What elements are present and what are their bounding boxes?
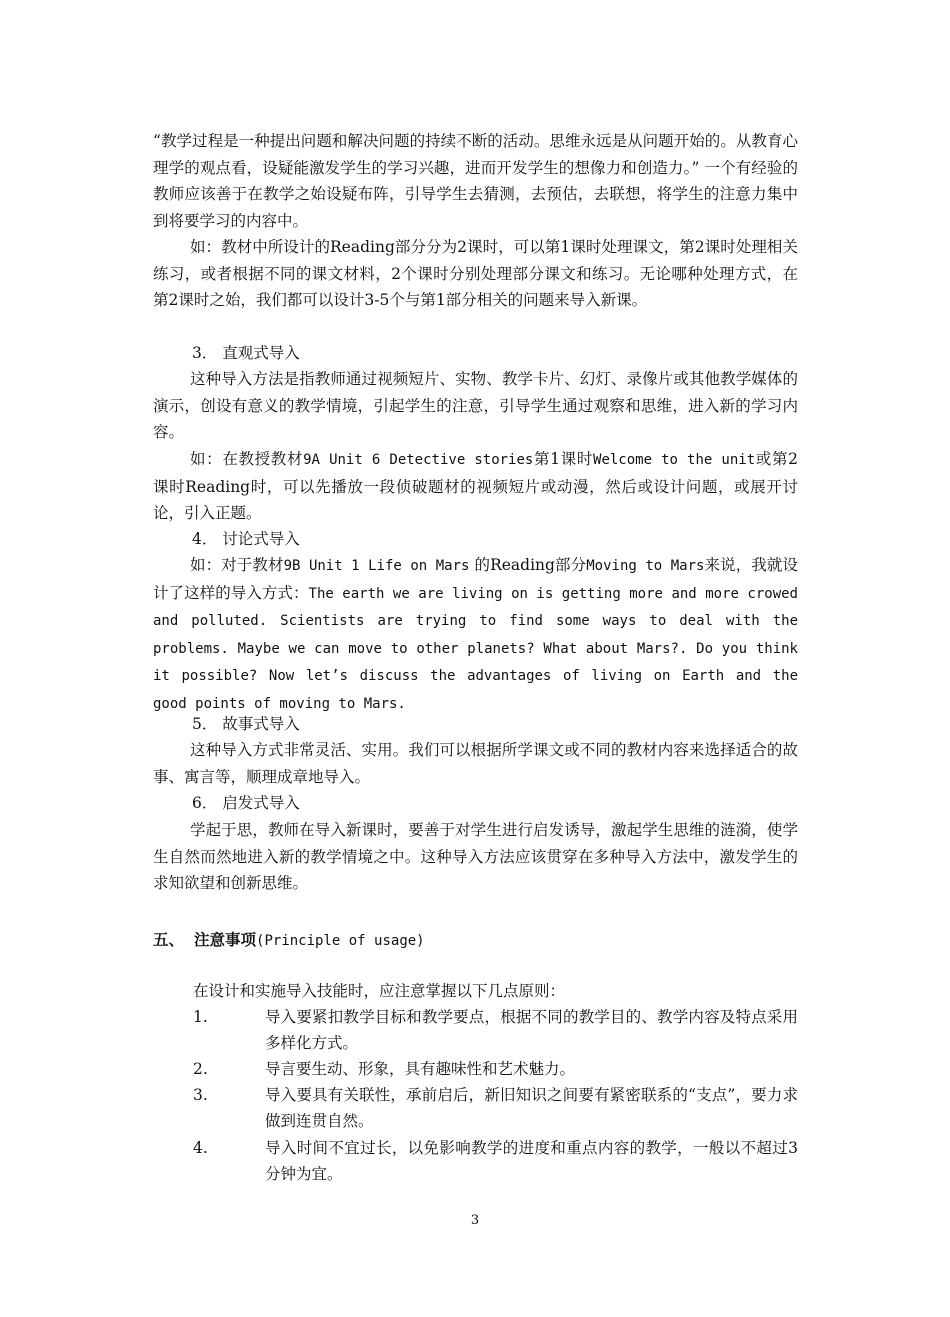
- heading-heuristic-intro: 6． 启发式导入: [192, 794, 300, 812]
- list-number: 2.: [193, 1060, 208, 1078]
- list-item: [193, 1135, 798, 1187]
- section-heading: [153, 927, 425, 954]
- paragraph-intuitive-desc: 这种导入方法是指教师通过视频短片、实物、教学卡片、幻灯、录像片或其他教学媒体的演示，创设有意义的教学情境，引起学生的注意，引导学生通过观察和思维，进入新的学习内容。: [153, 370, 798, 441]
- section-title: 注意事项: [194, 930, 257, 949]
- paragraph-story-desc: 这种导入方式非常灵活、实用。我们可以根据所学课文或不同的教材内容来选择适合的故事、寓言等，顺理成章地导入。: [153, 741, 798, 786]
- section-number: 五、: [153, 930, 185, 949]
- paragraph-mars-example: [153, 552, 798, 717]
- list-number: 4.: [193, 1139, 208, 1157]
- text-segment: 或第2课时Reading时，可以先播放一段侦破题材的视频短片或动漫，然后或设计问题，或展开讨论，引入正题。: [153, 450, 798, 522]
- text-segment: 来说，我就设计了这样的导入方式：: [153, 556, 798, 602]
- heading-intuitive-intro: 3． 直观式导入: [192, 344, 300, 362]
- section-title-english: (Principle of usage): [256, 933, 425, 949]
- text-segment-english: 9A Unit 6 Detective stories: [303, 452, 534, 468]
- list-text: 导言要生动、形象，具有趣味性和艺术魅力。: [265, 1060, 576, 1078]
- principles-intro: 在设计和实施导入技能时，应注意掌握以下几点原则：: [193, 982, 566, 1000]
- text-segment: 如：在教授教材: [190, 450, 304, 468]
- paragraph-heuristic-desc: 学起于思，教师在导入新课时，要善于对学生进行启发诱导，激起学生思维的涟漪，使学生自然而然地进入新的教学情境之中。这种导入方法应该贯穿在多种导入方法中，激发学生的求知欲望和创新思维。: [153, 821, 798, 892]
- heading-discussion-intro: 4． 讨论式导入: [192, 530, 300, 548]
- paragraph-detective-example: [153, 446, 798, 527]
- text-segment-english: Moving to Mars: [586, 558, 705, 574]
- text-segment-english: 9B Unit 1 Life on Mars: [283, 558, 470, 574]
- list-number: 1.: [193, 1008, 208, 1026]
- list-text: 导入时间不宜过长，以免影响教学的进度和重点内容的教学，一般以不超过3分钟为宜。: [265, 1139, 798, 1183]
- paragraph-quote: “教学过程是一种提出问题和解决问题的持续不断的活动。思维永远是从问题开始的。从教育心理学的观点看，设疑能激发学生的学习兴趣，进而开发学生的想像力和创造力。” 一个有经验的教师应该善于在教学之始设疑布阵，引导学生去猜测，去预估，去联想，将学生的注意力集中到将要学习的内容中。: [153, 132, 798, 230]
- text-segment: 如：对于教材: [190, 556, 284, 574]
- list-item: [193, 1004, 798, 1056]
- page-number: 3: [470, 1213, 480, 1228]
- text-segment-english: Welcome to the unit: [593, 452, 756, 468]
- heading-story-intro: 5． 故事式导入: [192, 715, 300, 733]
- text-segment: 第1课时: [533, 450, 594, 468]
- text-segment-english: The earth we are living on is getting more and more crowed and polluted. Scientists are trying to find some ways to deal with the problems. Maybe we can move to other planets? What about Mars?. Do you think it possible? Now let’s discuss the advantages of living on Earth and the good points of moving to Mars.: [153, 585, 798, 712]
- list-text: 导入要具有关联性，承前启后，新旧知识之间要有紧密联系的“支点”，要力求做到连贯自然。: [265, 1086, 798, 1130]
- list-item: [193, 1082, 798, 1134]
- text-segment: 的Reading部分: [469, 556, 587, 574]
- list-number: 3.: [193, 1086, 208, 1104]
- list-item: [193, 1056, 798, 1082]
- list-text: 导入要紧扣教学目标和教学要点，根据不同的教学目的、教学内容及特点采用多样化方式。: [265, 1008, 798, 1052]
- paragraph-reading-example: 如：教材中所设计的Reading部分分为2课时，可以第1课时处理课文，第2课时处理相关练习，或者根据不同的课文材料，2个课时分别处理部分课文和练习。无论哪种处理方式，在第2课时之始，我们都可以设计3-5个与第1部分相关的问题来导入新课。: [153, 238, 798, 309]
